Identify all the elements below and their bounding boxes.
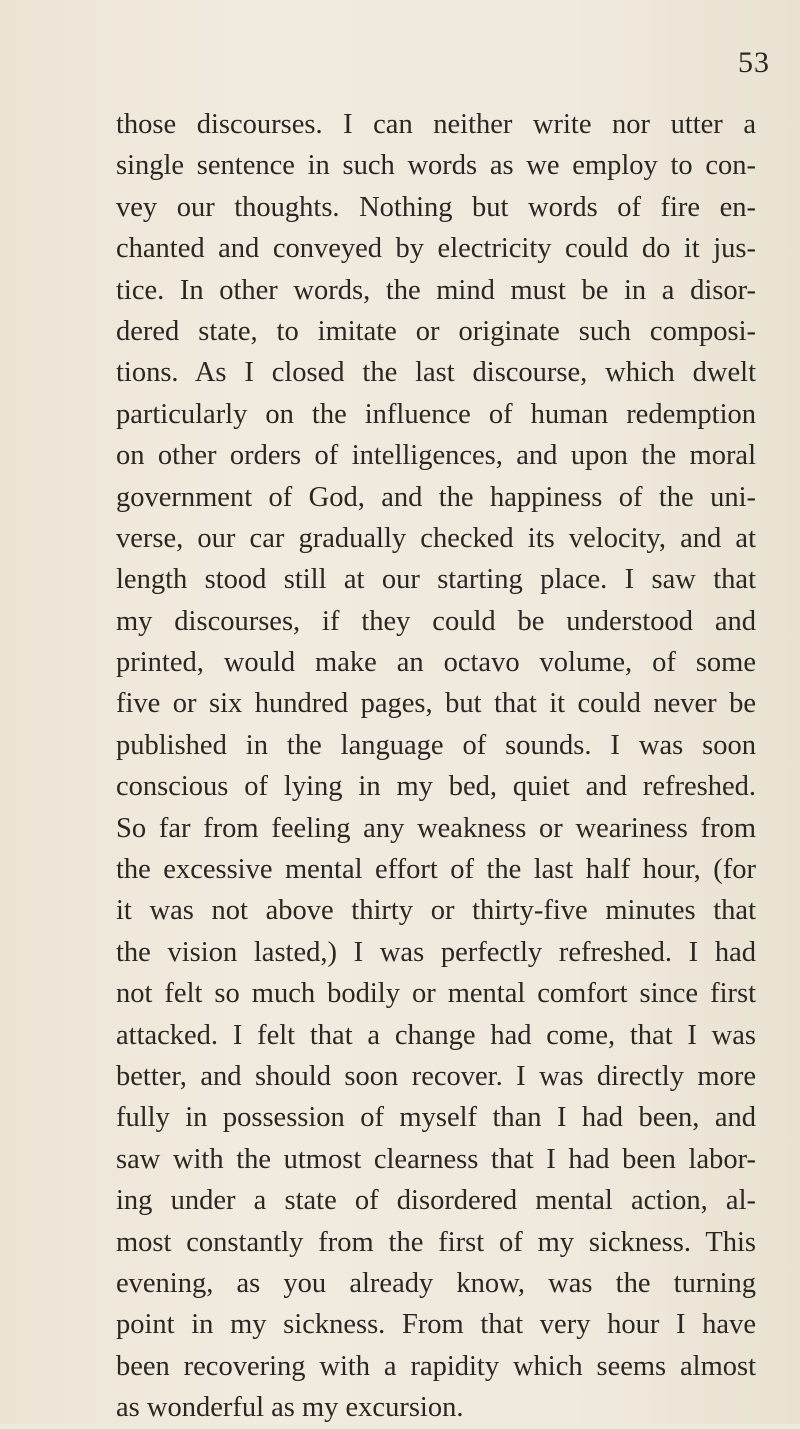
text-line: those discourses. I can neither write nor utter a [116, 109, 756, 140]
text-line: length stood still at our starting place. I saw that [116, 564, 756, 596]
text-line: tions. As I closed the last discourse, which dwelt [116, 357, 756, 389]
text-line: the vision lasted,) I was perfectly refreshed. I had [116, 936, 756, 968]
text-line: single sentence in such words as we employ to con- [116, 150, 756, 182]
text-line: tice. In other words, the mind must be in a disor- [116, 274, 756, 306]
page-number: 53 [738, 46, 770, 79]
text-line: better, and should soon recover. I was directly more [116, 1060, 756, 1092]
text-line: attacked. I felt that a change had come, that I was [116, 1019, 756, 1051]
text-line: dered state, to imitate or originate such composi- [116, 315, 756, 347]
text-line: printed, would make an octavo volume, of some [116, 647, 756, 679]
text-line: ing under a state of disordered mental action, al- [116, 1185, 756, 1217]
text-line: published in the language of sounds. I was soon [116, 729, 756, 761]
body-text [116, 104, 756, 1429]
text-line: not felt so much bodily or mental comfort since first [116, 978, 756, 1010]
text-line: five or six hundred pages, but that it could never be [116, 688, 756, 720]
text-line: particularly on the influence of human redemption [116, 398, 756, 430]
text-line: conscious of lying in my bed, quiet and refreshed. [116, 771, 756, 803]
text-line: saw with the utmost clearness that I had been labor- [116, 1143, 756, 1175]
text-line: verse, our car gradually checked its velocity, and at [116, 522, 756, 554]
text-line: most constantly from the first of my sickness. This [116, 1226, 756, 1258]
text-line: on other orders of intelligences, and upon the moral [116, 440, 756, 472]
text-line: point in my sickness. From that very hour I have [116, 1309, 756, 1341]
text-line: fully in possession of myself than I had been, and [116, 1102, 756, 1134]
text-line: the excessive mental effort of the last half hour, (for [116, 854, 756, 886]
text-line: been recovering with a rapidity which seems almost [116, 1350, 756, 1382]
text-line: my discourses, if they could be understood and [116, 605, 756, 637]
text-line: vey our thoughts. Nothing but words of fire en- [116, 191, 756, 223]
text-line: So far from feeling any weakness or weariness from [116, 812, 756, 844]
text-line: as wonderful as my excursion. [116, 1392, 464, 1424]
text-line: it was not above thirty or thirty-five minutes that [116, 895, 756, 927]
text-line: evening, as you already know, was the turning [116, 1267, 756, 1299]
text-line: government of God, and the happiness of the uni- [116, 481, 756, 513]
text-line: chanted and conveyed by electricity could do it jus- [116, 233, 756, 265]
